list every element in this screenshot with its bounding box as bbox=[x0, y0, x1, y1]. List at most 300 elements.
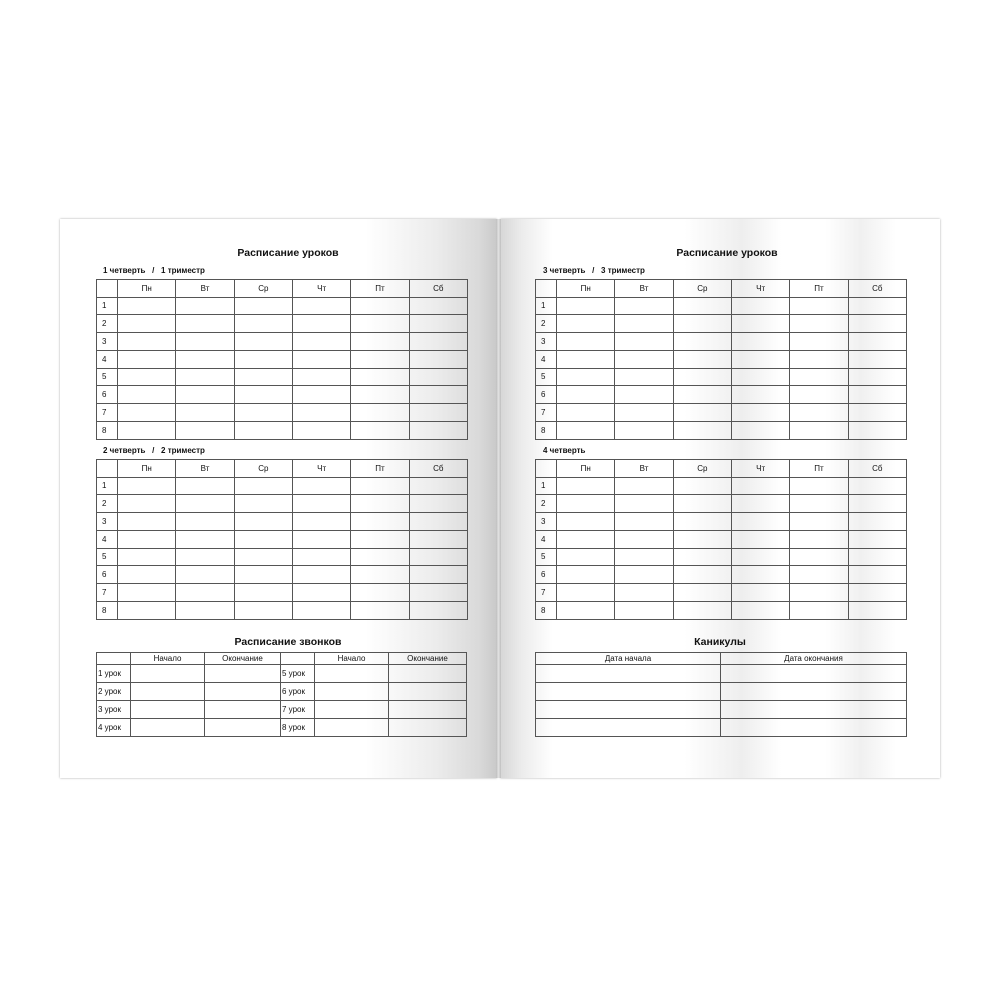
schedule-cell[interactable] bbox=[351, 548, 409, 566]
schedule-cell[interactable] bbox=[673, 601, 731, 619]
schedule-cell[interactable] bbox=[790, 513, 848, 531]
lesson-number: 7 bbox=[536, 404, 557, 422]
end-time-cell[interactable] bbox=[389, 719, 467, 737]
schedule-cell[interactable] bbox=[409, 601, 467, 619]
end-date-header: Дата окончания bbox=[721, 653, 907, 665]
schedule-cell[interactable] bbox=[351, 386, 409, 404]
header-row bbox=[97, 460, 468, 478]
holidays-table bbox=[535, 652, 907, 737]
bell-schedule-table bbox=[96, 652, 467, 737]
schedule-cell[interactable] bbox=[409, 495, 467, 513]
schedule-cell[interactable] bbox=[848, 368, 906, 386]
end-time-cell[interactable] bbox=[205, 719, 281, 737]
schedule-cell[interactable] bbox=[615, 404, 673, 422]
day-header: Пт bbox=[790, 460, 848, 478]
schedule-cell[interactable] bbox=[292, 297, 350, 315]
schedule-cell[interactable] bbox=[118, 601, 176, 619]
schedule-cell[interactable] bbox=[615, 495, 673, 513]
schedule-cell[interactable] bbox=[292, 421, 350, 439]
schedule-cell[interactable] bbox=[234, 404, 292, 422]
lesson-number: 4 bbox=[536, 350, 557, 368]
bells-title: Расписание звонков bbox=[234, 636, 342, 648]
notebook-spine bbox=[496, 219, 501, 778]
corner-cell bbox=[97, 460, 118, 478]
end-time-cell[interactable] bbox=[205, 683, 281, 701]
schedule-cell[interactable] bbox=[848, 601, 906, 619]
schedule-cell[interactable] bbox=[673, 548, 731, 566]
lesson-row bbox=[536, 297, 907, 315]
schedule-cell[interactable] bbox=[673, 513, 731, 531]
schedule-cell[interactable] bbox=[118, 495, 176, 513]
end-date-cell[interactable] bbox=[721, 683, 907, 701]
corner-cell bbox=[536, 280, 557, 298]
lesson-label: 8 урок bbox=[281, 719, 315, 737]
schedule-cell[interactable] bbox=[118, 513, 176, 531]
schedule-cell[interactable] bbox=[731, 513, 789, 531]
lesson-row bbox=[97, 495, 468, 513]
schedule-cell[interactable] bbox=[615, 315, 673, 333]
schedule-cell[interactable] bbox=[234, 315, 292, 333]
schedule-cell[interactable] bbox=[848, 584, 906, 602]
schedule-cell[interactable] bbox=[351, 530, 409, 548]
schedule-cell[interactable] bbox=[118, 530, 176, 548]
schedule-cell[interactable] bbox=[409, 386, 467, 404]
schedule-cell[interactable] bbox=[292, 315, 350, 333]
schedule-cell[interactable] bbox=[118, 548, 176, 566]
day-header: Чт bbox=[292, 460, 350, 478]
lesson-number: 3 bbox=[97, 333, 118, 351]
schedule-cell[interactable] bbox=[790, 333, 848, 351]
schedule-cell[interactable] bbox=[176, 566, 234, 584]
start-time-cell[interactable] bbox=[315, 683, 389, 701]
schedule-cell[interactable] bbox=[615, 368, 673, 386]
schedule-cell[interactable] bbox=[731, 315, 789, 333]
schedule-cell[interactable] bbox=[615, 601, 673, 619]
schedule-cell[interactable] bbox=[292, 350, 350, 368]
schedule-cell[interactable] bbox=[234, 350, 292, 368]
schedule-cell[interactable] bbox=[176, 315, 234, 333]
day-header: Чт bbox=[292, 280, 350, 298]
schedule-cell[interactable] bbox=[615, 477, 673, 495]
schedule-cell[interactable] bbox=[790, 350, 848, 368]
day-header: Ср bbox=[234, 280, 292, 298]
lesson-number: 2 bbox=[97, 315, 118, 333]
schedule-cell[interactable] bbox=[848, 421, 906, 439]
schedule-cell[interactable] bbox=[557, 315, 615, 333]
schedule-cell[interactable] bbox=[557, 566, 615, 584]
lesson-label: 6 урок bbox=[281, 683, 315, 701]
schedule-cell[interactable] bbox=[409, 333, 467, 351]
schedule-cell[interactable] bbox=[409, 297, 467, 315]
day-header: Пн bbox=[118, 460, 176, 478]
term4-label: 4 четверть bbox=[543, 446, 586, 455]
corner-cell bbox=[97, 280, 118, 298]
day-header: Вт bbox=[615, 460, 673, 478]
schedule-cell[interactable] bbox=[176, 404, 234, 422]
schedule-cell[interactable] bbox=[557, 495, 615, 513]
schedule-cell[interactable] bbox=[615, 584, 673, 602]
schedule-cell[interactable] bbox=[790, 368, 848, 386]
lesson-number: 3 bbox=[97, 513, 118, 531]
day-header: Ср bbox=[673, 280, 731, 298]
schedule-cell[interactable] bbox=[790, 386, 848, 404]
schedule-cell[interactable] bbox=[615, 421, 673, 439]
lesson-row bbox=[536, 315, 907, 333]
schedule-cell[interactable] bbox=[615, 333, 673, 351]
schedule-cell[interactable] bbox=[176, 548, 234, 566]
schedule-cell[interactable] bbox=[118, 333, 176, 351]
lesson-label: 7 урок bbox=[281, 701, 315, 719]
schedule-cell[interactable] bbox=[118, 315, 176, 333]
schedule-cell[interactable] bbox=[351, 477, 409, 495]
schedule-cell[interactable] bbox=[731, 421, 789, 439]
schedule-cell[interactable] bbox=[848, 297, 906, 315]
schedule-cell[interactable] bbox=[234, 333, 292, 351]
schedule-cell[interactable] bbox=[409, 530, 467, 548]
schedule-cell[interactable] bbox=[673, 530, 731, 548]
start-header: Начало bbox=[131, 653, 205, 665]
schedule-cell[interactable] bbox=[176, 333, 234, 351]
schedule-cell[interactable] bbox=[848, 548, 906, 566]
start-time-cell[interactable] bbox=[131, 683, 205, 701]
schedule-cell[interactable] bbox=[790, 477, 848, 495]
lesson-number: 8 bbox=[536, 421, 557, 439]
schedule-cell[interactable] bbox=[176, 368, 234, 386]
schedule-cell[interactable] bbox=[615, 530, 673, 548]
schedule-cell[interactable] bbox=[731, 566, 789, 584]
schedule-cell[interactable] bbox=[351, 404, 409, 422]
schedule-cell[interactable] bbox=[731, 404, 789, 422]
schedule-cell[interactable] bbox=[615, 513, 673, 531]
schedule-cell[interactable] bbox=[292, 477, 350, 495]
schedule-cell[interactable] bbox=[292, 548, 350, 566]
schedule-cell[interactable] bbox=[176, 530, 234, 548]
lesson-row bbox=[97, 368, 468, 386]
schedule-cell[interactable] bbox=[409, 548, 467, 566]
schedule-cell[interactable] bbox=[351, 368, 409, 386]
lesson-label: 4 урок bbox=[97, 719, 131, 737]
schedule-cell[interactable] bbox=[673, 477, 731, 495]
schedule-cell[interactable] bbox=[409, 350, 467, 368]
header-row bbox=[536, 653, 907, 665]
schedule-cell[interactable] bbox=[118, 477, 176, 495]
schedule-cell[interactable] bbox=[731, 530, 789, 548]
end-time-cell[interactable] bbox=[205, 701, 281, 719]
schedule-cell[interactable] bbox=[351, 333, 409, 351]
schedule-cell[interactable] bbox=[673, 297, 731, 315]
day-header: Пн bbox=[118, 280, 176, 298]
schedule-cell[interactable] bbox=[351, 513, 409, 531]
schedule-cell[interactable] bbox=[731, 333, 789, 351]
start-time-cell[interactable] bbox=[131, 665, 205, 683]
schedule-cell[interactable] bbox=[790, 601, 848, 619]
schedule-cell[interactable] bbox=[790, 495, 848, 513]
lesson-row bbox=[97, 548, 468, 566]
schedule-cell[interactable] bbox=[673, 386, 731, 404]
lesson-row bbox=[97, 315, 468, 333]
schedule-cell[interactable] bbox=[292, 333, 350, 351]
end-header: Окончание bbox=[205, 653, 281, 665]
schedule-cell[interactable] bbox=[731, 584, 789, 602]
day-header: Вт bbox=[615, 280, 673, 298]
schedule-cell[interactable] bbox=[118, 368, 176, 386]
schedule-cell[interactable] bbox=[848, 386, 906, 404]
lesson-number: 8 bbox=[97, 601, 118, 619]
schedule-cell[interactable] bbox=[790, 315, 848, 333]
lesson-label: 5 урок bbox=[281, 665, 315, 683]
schedule-cell[interactable] bbox=[731, 350, 789, 368]
schedule-cell[interactable] bbox=[234, 421, 292, 439]
day-header: Пт bbox=[351, 280, 409, 298]
schedule-cell[interactable] bbox=[557, 386, 615, 404]
header-row bbox=[536, 460, 907, 478]
schedule-cell[interactable] bbox=[848, 530, 906, 548]
lesson-row bbox=[536, 333, 907, 351]
end-time-cell[interactable] bbox=[389, 665, 467, 683]
schedule-cell[interactable] bbox=[848, 495, 906, 513]
schedule-cell[interactable] bbox=[673, 368, 731, 386]
schedule-cell[interactable] bbox=[673, 404, 731, 422]
end-time-cell[interactable] bbox=[205, 665, 281, 683]
schedule-cell[interactable] bbox=[234, 601, 292, 619]
schedule-cell[interactable] bbox=[409, 368, 467, 386]
schedule-cell[interactable] bbox=[557, 601, 615, 619]
schedule-cell[interactable] bbox=[731, 601, 789, 619]
schedule-cell[interactable] bbox=[615, 548, 673, 566]
schedule-cell[interactable] bbox=[848, 477, 906, 495]
schedule-cell[interactable] bbox=[557, 368, 615, 386]
schedule-cell[interactable] bbox=[292, 368, 350, 386]
schedule-cell[interactable] bbox=[615, 566, 673, 584]
day-header: Пт bbox=[351, 460, 409, 478]
bell-row bbox=[97, 701, 467, 719]
schedule-cell[interactable] bbox=[176, 386, 234, 404]
blank-header bbox=[97, 653, 131, 665]
schedule-cell[interactable] bbox=[234, 495, 292, 513]
term1-label: 1 четверть / 1 триместр bbox=[103, 266, 205, 275]
schedule-cell[interactable] bbox=[848, 333, 906, 351]
schedule-cell[interactable] bbox=[234, 566, 292, 584]
end-date-cell[interactable] bbox=[721, 719, 907, 737]
schedule-cell[interactable] bbox=[557, 530, 615, 548]
schedule-cell[interactable] bbox=[790, 421, 848, 439]
schedule-cell[interactable] bbox=[731, 495, 789, 513]
schedule-cell[interactable] bbox=[615, 386, 673, 404]
schedule-cell[interactable] bbox=[409, 513, 467, 531]
start-time-cell[interactable] bbox=[131, 701, 205, 719]
lesson-number: 3 bbox=[536, 513, 557, 531]
lesson-row bbox=[97, 386, 468, 404]
schedule-cell[interactable] bbox=[790, 566, 848, 584]
schedule-cell[interactable] bbox=[176, 584, 234, 602]
schedule-cell[interactable] bbox=[351, 297, 409, 315]
schedule-cell[interactable] bbox=[351, 350, 409, 368]
lesson-number: 6 bbox=[97, 566, 118, 584]
schedule-cell[interactable] bbox=[615, 297, 673, 315]
schedule-cell[interactable] bbox=[731, 368, 789, 386]
start-time-cell[interactable] bbox=[315, 665, 389, 683]
schedule-cell[interactable] bbox=[118, 297, 176, 315]
schedule-cell[interactable] bbox=[351, 315, 409, 333]
schedule-cell[interactable] bbox=[557, 421, 615, 439]
schedule-cell[interactable] bbox=[557, 584, 615, 602]
lesson-row bbox=[97, 404, 468, 422]
schedule-cell[interactable] bbox=[673, 333, 731, 351]
schedule-cell[interactable] bbox=[848, 513, 906, 531]
schedule-cell[interactable] bbox=[557, 548, 615, 566]
header-row bbox=[97, 653, 467, 665]
lesson-label: 1 урок bbox=[97, 665, 131, 683]
schedule-cell[interactable] bbox=[731, 386, 789, 404]
timetable-term2 bbox=[96, 459, 468, 620]
schedule-cell[interactable] bbox=[673, 584, 731, 602]
schedule-cell[interactable] bbox=[176, 477, 234, 495]
schedule-cell[interactable] bbox=[292, 404, 350, 422]
lesson-row bbox=[536, 530, 907, 548]
start-date-cell[interactable] bbox=[536, 683, 721, 701]
schedule-cell[interactable] bbox=[790, 530, 848, 548]
end-time-cell[interactable] bbox=[389, 701, 467, 719]
schedule-cell[interactable] bbox=[176, 495, 234, 513]
lesson-row bbox=[536, 513, 907, 531]
schedule-cell[interactable] bbox=[176, 421, 234, 439]
lesson-number: 2 bbox=[97, 495, 118, 513]
end-date-cell[interactable] bbox=[721, 701, 907, 719]
schedule-cell[interactable] bbox=[848, 315, 906, 333]
schedule-cell[interactable] bbox=[409, 315, 467, 333]
start-header: Начало bbox=[315, 653, 389, 665]
lesson-row bbox=[536, 548, 907, 566]
schedule-cell[interactable] bbox=[351, 601, 409, 619]
schedule-cell[interactable] bbox=[118, 350, 176, 368]
schedule-cell[interactable] bbox=[118, 566, 176, 584]
lesson-number: 2 bbox=[536, 315, 557, 333]
schedule-cell[interactable] bbox=[292, 601, 350, 619]
schedule-cell[interactable] bbox=[731, 297, 789, 315]
day-header: Вт bbox=[176, 280, 234, 298]
schedule-cell[interactable] bbox=[351, 584, 409, 602]
day-header: Сб bbox=[409, 280, 467, 298]
schedule-cell[interactable] bbox=[351, 421, 409, 439]
schedule-cell[interactable] bbox=[409, 477, 467, 495]
schedule-cell[interactable] bbox=[176, 350, 234, 368]
start-date-cell[interactable] bbox=[536, 701, 721, 719]
schedule-cell[interactable] bbox=[557, 350, 615, 368]
schedule-cell[interactable] bbox=[118, 386, 176, 404]
day-header: Вт bbox=[176, 460, 234, 478]
schedule-cell[interactable] bbox=[557, 333, 615, 351]
schedule-cell[interactable] bbox=[790, 404, 848, 422]
schedule-cell[interactable] bbox=[673, 421, 731, 439]
schedule-cell[interactable] bbox=[234, 584, 292, 602]
lesson-number: 5 bbox=[97, 368, 118, 386]
schedule-cell[interactable] bbox=[234, 513, 292, 531]
schedule-cell[interactable] bbox=[557, 513, 615, 531]
end-date-cell[interactable] bbox=[721, 665, 907, 683]
start-time-cell[interactable] bbox=[131, 719, 205, 737]
schedule-cell[interactable] bbox=[234, 530, 292, 548]
lesson-row bbox=[97, 297, 468, 315]
schedule-cell[interactable] bbox=[292, 530, 350, 548]
start-time-cell[interactable] bbox=[315, 719, 389, 737]
lesson-row bbox=[97, 601, 468, 619]
lesson-row bbox=[97, 421, 468, 439]
start-date-cell[interactable] bbox=[536, 719, 721, 737]
schedule-cell[interactable] bbox=[234, 386, 292, 404]
schedule-cell[interactable] bbox=[557, 404, 615, 422]
schedule-cell[interactable] bbox=[409, 566, 467, 584]
lesson-row bbox=[536, 566, 907, 584]
holiday-row bbox=[536, 719, 907, 737]
lesson-number: 4 bbox=[97, 350, 118, 368]
end-time-cell[interactable] bbox=[389, 683, 467, 701]
header-row bbox=[536, 280, 907, 298]
schedule-cell[interactable] bbox=[351, 495, 409, 513]
schedule-cell[interactable] bbox=[557, 477, 615, 495]
schedule-cell[interactable] bbox=[731, 548, 789, 566]
schedule-cell[interactable] bbox=[118, 421, 176, 439]
schedule-cell[interactable] bbox=[292, 566, 350, 584]
day-header: Сб bbox=[848, 280, 906, 298]
schedule-cell[interactable] bbox=[673, 495, 731, 513]
schedule-cell[interactable] bbox=[234, 477, 292, 495]
schedule-cell[interactable] bbox=[176, 297, 234, 315]
schedule-cell[interactable] bbox=[292, 495, 350, 513]
schedule-cell[interactable] bbox=[176, 601, 234, 619]
schedule-cell[interactable] bbox=[292, 386, 350, 404]
lesson-number: 6 bbox=[536, 566, 557, 584]
schedule-cell[interactable] bbox=[409, 404, 467, 422]
schedule-cell[interactable] bbox=[292, 584, 350, 602]
lesson-number: 7 bbox=[97, 404, 118, 422]
schedule-cell[interactable] bbox=[790, 548, 848, 566]
schedule-cell[interactable] bbox=[731, 477, 789, 495]
timetable-term4 bbox=[535, 459, 907, 620]
schedule-cell[interactable] bbox=[848, 350, 906, 368]
schedule-cell[interactable] bbox=[118, 584, 176, 602]
lesson-row bbox=[97, 566, 468, 584]
start-time-cell[interactable] bbox=[315, 701, 389, 719]
lesson-number: 5 bbox=[97, 548, 118, 566]
schedule-cell[interactable] bbox=[848, 404, 906, 422]
lesson-row bbox=[536, 421, 907, 439]
schedule-cell[interactable] bbox=[848, 566, 906, 584]
schedule-cell[interactable] bbox=[790, 297, 848, 315]
schedule-cell[interactable] bbox=[176, 513, 234, 531]
schedule-cell[interactable] bbox=[615, 350, 673, 368]
lesson-number: 8 bbox=[536, 601, 557, 619]
header-row bbox=[97, 280, 468, 298]
lesson-row bbox=[536, 386, 907, 404]
schedule-cell[interactable] bbox=[673, 350, 731, 368]
lesson-row bbox=[536, 584, 907, 602]
schedule-cell[interactable] bbox=[790, 584, 848, 602]
schedule-cell[interactable] bbox=[351, 566, 409, 584]
schedule-cell[interactable] bbox=[234, 297, 292, 315]
schedule-cell[interactable] bbox=[118, 404, 176, 422]
schedule-cell[interactable] bbox=[292, 513, 350, 531]
schedule-cell[interactable] bbox=[557, 297, 615, 315]
holiday-row bbox=[536, 665, 907, 683]
bell-row bbox=[97, 665, 467, 683]
schedule-cell[interactable] bbox=[409, 584, 467, 602]
schedule-cell[interactable] bbox=[409, 421, 467, 439]
start-date-cell[interactable] bbox=[536, 665, 721, 683]
schedule-cell[interactable] bbox=[234, 368, 292, 386]
schedule-cell[interactable] bbox=[234, 548, 292, 566]
schedule-cell[interactable] bbox=[673, 315, 731, 333]
schedule-cell[interactable] bbox=[673, 566, 731, 584]
